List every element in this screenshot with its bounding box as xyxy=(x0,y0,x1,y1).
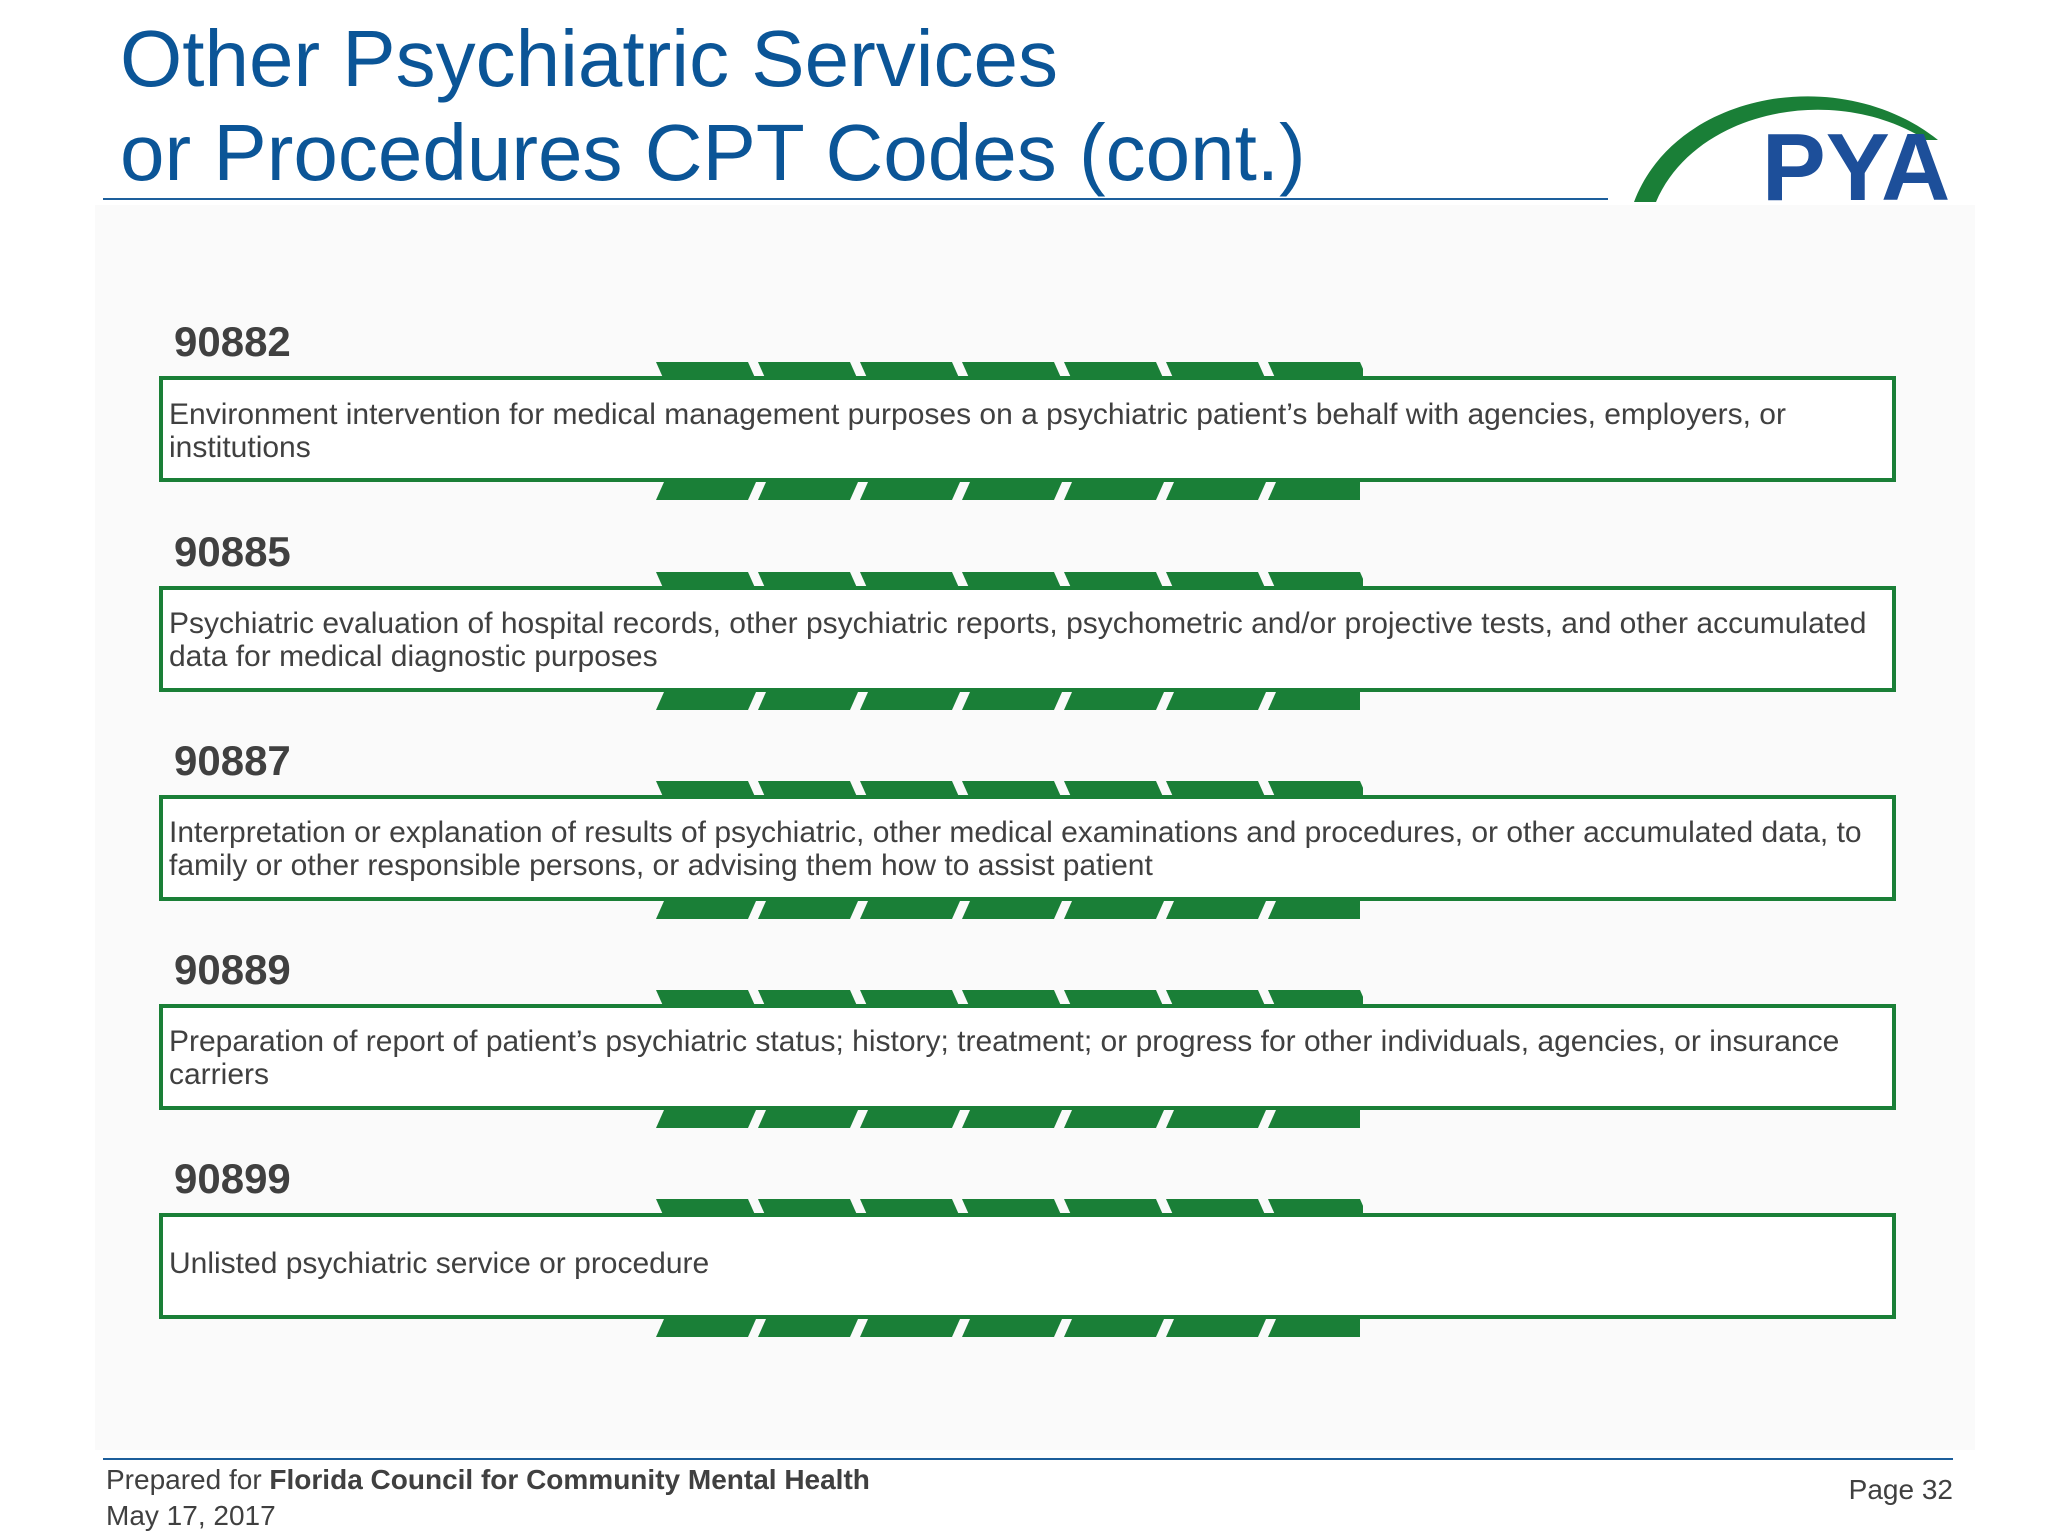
page-title-line-2: or Procedures CPT Codes (cont.) xyxy=(120,108,1306,197)
green-chevron-stripe xyxy=(653,901,1363,919)
cpt-code-box xyxy=(159,376,1896,482)
cpt-code-description: Psychiatric evaluation of hospital records, other psychiatric reports, psychometric and/or projective tests, and other accumulated data for medical diagnostic purposes xyxy=(169,607,1867,673)
cpt-code-label: 90882 xyxy=(174,318,291,365)
green-chevron-stripe xyxy=(653,482,1363,500)
page-title-line-1: Other Psychiatric Services xyxy=(120,14,1059,103)
cpt-code-label: 90887 xyxy=(174,737,291,784)
page-title xyxy=(120,12,1306,200)
cpt-code-box xyxy=(159,1213,1896,1319)
logo-text: PYA xyxy=(1761,114,1951,204)
presentation-date: May 17, 2017 xyxy=(106,1500,276,1531)
page-number: Page 32 xyxy=(1848,1474,1953,1505)
cpt-code-label: 90899 xyxy=(174,1155,291,1202)
cpt-code-box xyxy=(159,586,1896,692)
cpt-code-box xyxy=(159,1004,1896,1110)
cpt-code-label: 90885 xyxy=(174,528,291,575)
cpt-code-description: Interpretation or explanation of results of psychiatric, other medical examinations and procedures, or other accumulated data, to family or other responsible persons, or advising them how to assist patient xyxy=(169,816,1862,882)
cpt-code-label: 90889 xyxy=(174,946,291,993)
cpt-code-description: Unlisted psychiatric service or procedure xyxy=(169,1247,710,1280)
footer-divider xyxy=(103,1458,1953,1460)
prepared-for-text xyxy=(106,1463,870,1497)
title-divider xyxy=(103,198,1608,200)
prepared-for-prefix: Prepared for xyxy=(106,1464,270,1495)
green-chevron-stripe xyxy=(653,1110,1363,1128)
cpt-code-description: Preparation of report of patient’s psychiatric status; history; treatment; or progress for other individuals, agencies, or insurance carriers xyxy=(169,1025,1840,1091)
green-chevron-stripe xyxy=(653,692,1363,710)
pya-logo xyxy=(1620,62,1960,204)
green-chevron-stripe xyxy=(653,1319,1363,1337)
prepared-for-organization: Florida Council for Community Mental Health xyxy=(269,1464,870,1495)
cpt-code-description: Environment intervention for medical management purposes on a psychiatric patient’s behalf with agencies, employers, or institutions xyxy=(169,398,1786,464)
cpt-code-box xyxy=(159,795,1896,901)
